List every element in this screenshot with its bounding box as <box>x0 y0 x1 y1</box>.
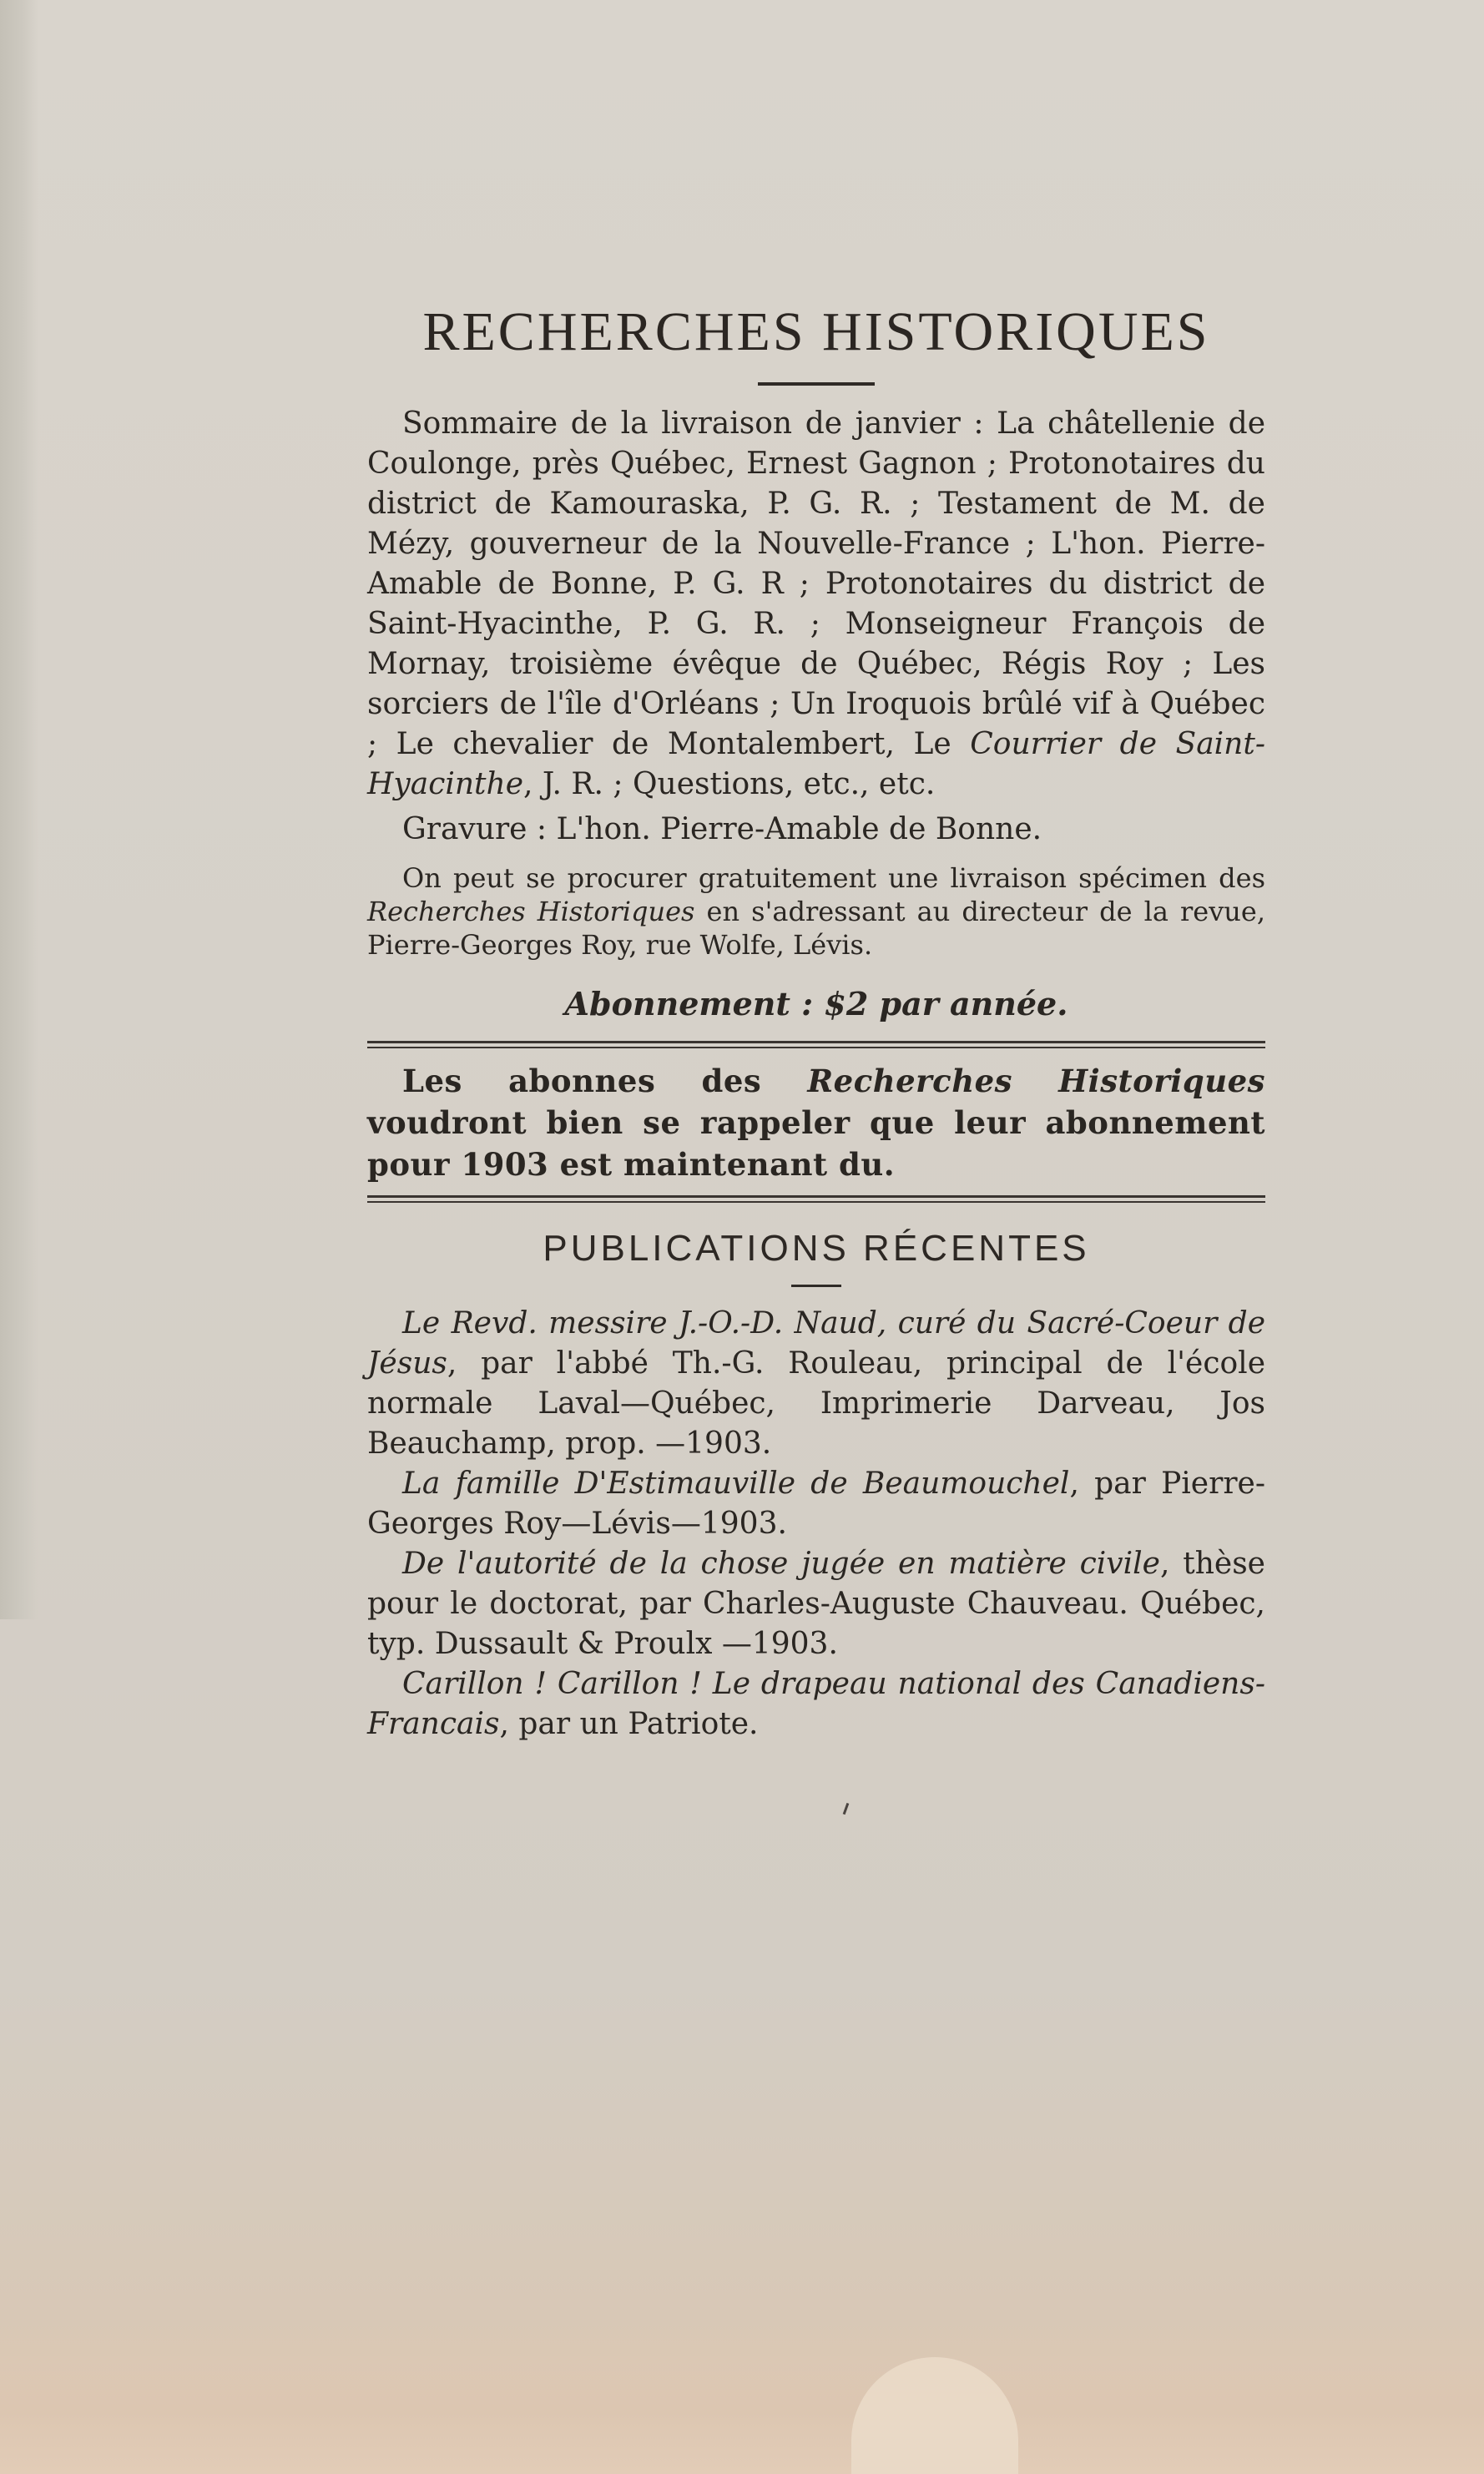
notice-paragraph <box>367 1060 1265 1185</box>
notice-box <box>367 1048 1265 1195</box>
notice-journal-title: Recherches Historiques <box>807 1063 1265 1099</box>
publication-details: , par Pierre-Georges Roy—Lévis—1903. <box>367 1467 1266 1541</box>
notice-text-before: Les abonnes des <box>402 1063 808 1099</box>
summary-paragraph <box>367 404 1265 805</box>
page-bottom-tear <box>0 2315 1484 2474</box>
ink-mark <box>843 1803 850 1815</box>
publications-rule <box>791 1285 841 1287</box>
publications-list <box>367 1304 1265 1744</box>
specimen-text-before: On peut se procurer gratuitement une livraison spécimen des <box>402 862 1265 894</box>
specimen-journal-title: Recherches Historiques <box>367 896 695 927</box>
publication-title: Le Revd. messire J.-O.-D. Naud, curé du Sacré-Coeur de Jésus <box>367 1306 1265 1381</box>
title-rule <box>758 382 875 386</box>
page-left-edge-shadow <box>0 0 38 1619</box>
publication-details: , par un Patriote. <box>499 1707 759 1741</box>
publication-details: , par l'abbé Th.-G. Rouleau, principal de l'école normale Laval—Québec, Imprimerie Darveau, Jos Beauchamp, prop. —1903. <box>367 1346 1265 1461</box>
summary-text: Sommaire de la livraison de janvier : La châtellenie de Coulonge, près Québec, Ernest Gagnon ; Protonotaires du district de Kamouraska, P. G. R. ; Testament de M. de Mézy, gouverneur de la Nouvelle-France ; L'hon. Pierre-Amable de Bonne, P. G. R ; Protonotaires du district de Saint-Hyacinthe, P. G. R. ; Monseigneur François de Mornay, troisième évêque de Québec, Régis Roy ; Les sorciers de l'île d'Orléans ; Un Iroquois brûlé vif à Québec ; Le chevalier de Montalembert, Le <box>367 406 1265 761</box>
summary-section <box>367 404 1265 850</box>
specimen-text-after: en s'adressant au directeur de la revue, Pierre-Georges Roy, rue Wolfe, Lévis. <box>367 896 1266 961</box>
specimen-section <box>367 861 1265 962</box>
publication-item <box>367 1304 1265 1464</box>
page-content <box>367 300 1265 1744</box>
notice-text-after: voudront bien se rappeler que leur abonnement pour 1903 est maintenant du. <box>367 1104 1265 1183</box>
publication-title: La famille D'Estimauville de Beaumouchel <box>402 1467 1070 1501</box>
publications-heading: PUBLICATIONS RÉCENTES <box>543 1228 1090 1269</box>
journal-title: Courrier de Saint-Hyacinthe <box>367 727 1265 801</box>
publication-item <box>367 1664 1265 1744</box>
publication-title: Carillon ! Carillon ! Le drapeau national des Canadiens-Francais <box>367 1667 1265 1741</box>
specimen-paragraph <box>367 861 1265 962</box>
page-title: RECHERCHES HISTORIQUES <box>422 301 1210 362</box>
publication-item <box>367 1464 1265 1544</box>
publication-item <box>367 1544 1265 1664</box>
publication-title: De l'autorité de la chose jugée en matière civile <box>402 1547 1160 1581</box>
subscription-price: Abonnement : $2 par année. <box>564 985 1068 1022</box>
publication-details: , thèse pour le doctorat, par Charles-Auguste Chauveau. Québec, typ. Dussault & Proulx —1903. <box>367 1547 1265 1661</box>
gravure-line: Gravure : L'hon. Pierre-Amable de Bonne. <box>402 812 1042 846</box>
summary-text-end: , J. R. ; Questions, etc., etc. <box>523 767 936 801</box>
notice-top-rule <box>367 1041 1265 1048</box>
notice-bottom-rule <box>367 1195 1265 1203</box>
torn-notch <box>851 2357 1018 2474</box>
